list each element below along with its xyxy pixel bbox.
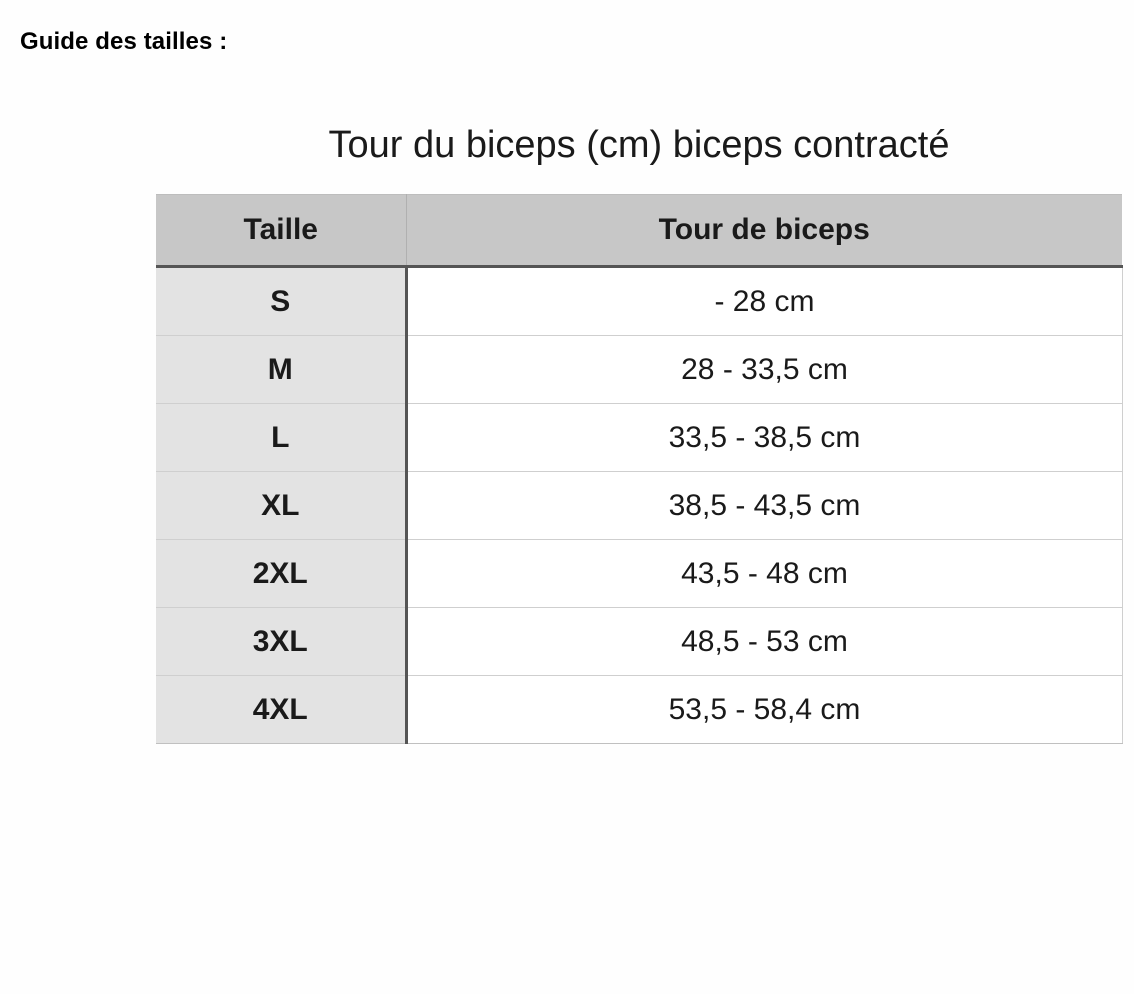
table-title: Tour du biceps (cm) biceps contracté (328, 124, 950, 166)
biceps-range-cell: - 28 cm (406, 267, 1122, 336)
size-chart-table (156, 194, 1123, 744)
table-row (156, 336, 1122, 404)
table-row (156, 472, 1122, 540)
biceps-range-cell: 33,5 - 38,5 cm (406, 404, 1122, 472)
size-cell: 2XL (156, 540, 406, 608)
column-header-biceps: Tour de biceps (406, 195, 1122, 267)
table-row (156, 676, 1122, 744)
biceps-range-cell: 53,5 - 58,4 cm (406, 676, 1122, 744)
biceps-range-cell: 28 - 33,5 cm (406, 336, 1122, 404)
biceps-range-cell: 38,5 - 43,5 cm (406, 472, 1122, 540)
column-header-size: Taille (156, 195, 406, 267)
table-row (156, 540, 1122, 608)
table-row (156, 267, 1122, 336)
biceps-range-cell: 43,5 - 48 cm (406, 540, 1122, 608)
size-cell: M (156, 336, 406, 404)
table-header-row (156, 195, 1122, 267)
size-cell: S (156, 267, 406, 336)
table-row (156, 608, 1122, 676)
size-cell: 4XL (156, 676, 406, 744)
size-cell: L (156, 404, 406, 472)
page-heading: Guide des tailles : (20, 28, 228, 55)
table-row (156, 404, 1122, 472)
size-cell: 3XL (156, 608, 406, 676)
size-cell: XL (156, 472, 406, 540)
biceps-range-cell: 48,5 - 53 cm (406, 608, 1122, 676)
